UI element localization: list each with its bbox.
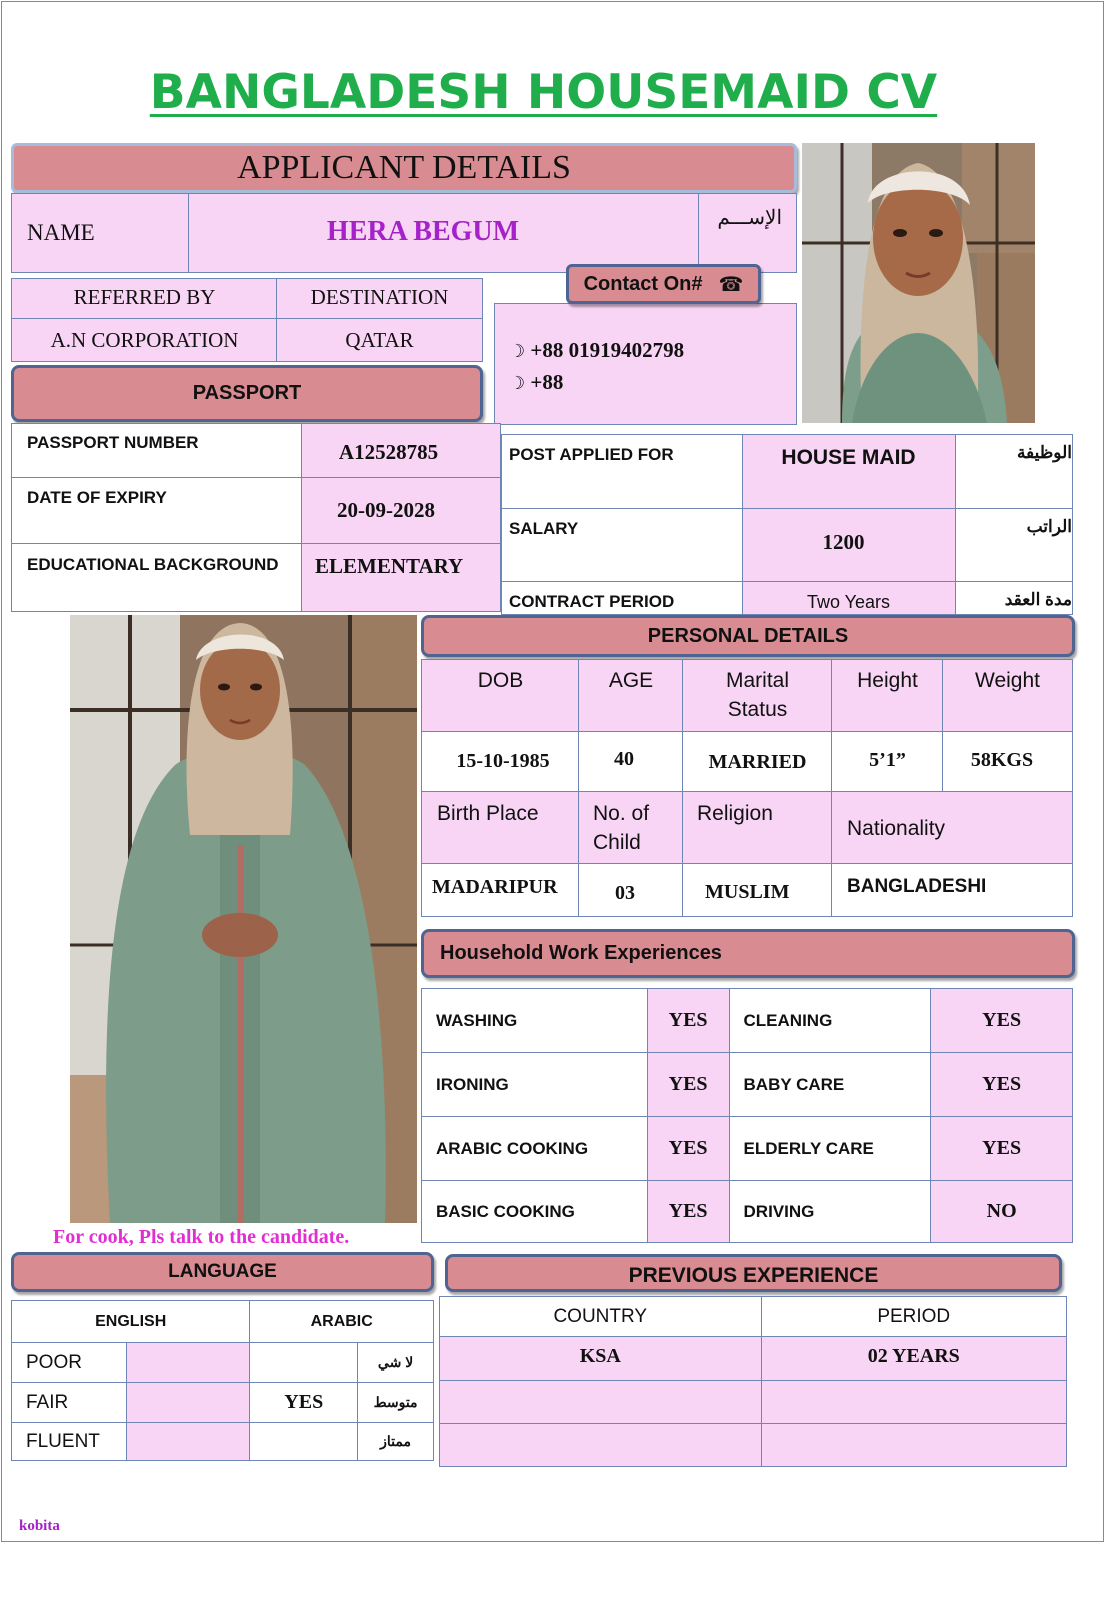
work-label-cell	[422, 1053, 648, 1117]
work-label: BASIC COOKING	[436, 1201, 575, 1221]
children-label-line1: No. of	[593, 802, 650, 825]
table-row	[440, 1337, 1067, 1381]
passport-header	[11, 365, 483, 422]
full-photo-illustration	[70, 615, 417, 1223]
table-row	[12, 1423, 434, 1461]
birthplace-value: MADARIPUR	[432, 876, 558, 898]
nationality-value: BANGLADESHI	[847, 876, 987, 897]
work-value-cell	[647, 1181, 729, 1243]
dob-value: 15-10-1985	[456, 750, 550, 772]
previous-experience-header-text: PREVIOUS EXPERIENCE	[628, 1264, 879, 1287]
work-value: YES	[668, 1073, 708, 1095]
applicant-details-header-text: APPLICANT DETAILS	[237, 149, 571, 186]
birthplace-label: Birth Place	[437, 802, 539, 825]
phone-icon: ☽	[509, 373, 526, 394]
height-value: 5’1”	[869, 749, 906, 771]
table-row	[12, 1301, 434, 1343]
arabic-header-cell	[250, 1301, 434, 1343]
period-cell	[761, 1381, 1067, 1424]
work-label-cell	[729, 1181, 931, 1243]
work-label-cell	[422, 1181, 648, 1243]
period-value: 02 YEARS	[867, 1345, 960, 1367]
household-work-header	[421, 929, 1075, 978]
language-header	[11, 1252, 434, 1292]
arabic-label: ARABIC	[310, 1312, 373, 1330]
work-label: IRONING	[436, 1074, 509, 1094]
work-label: ELDERLY CARE	[743, 1138, 874, 1158]
marital-label-line1: Marital	[725, 669, 789, 692]
table-row	[12, 1343, 434, 1383]
language-level-label: FLUENT	[26, 1430, 100, 1452]
arabic-level-cell	[250, 1343, 358, 1383]
arabic-level-cell	[250, 1423, 358, 1461]
country-cell	[440, 1381, 762, 1424]
work-value: YES	[668, 1200, 708, 1222]
children-value: 03	[615, 882, 635, 904]
arabic-level-value: YES	[284, 1391, 324, 1413]
language-level-ar-cell	[358, 1423, 434, 1461]
work-value-cell	[931, 1181, 1073, 1243]
passport-number: A12528785	[338, 440, 439, 464]
headshot-illustration	[802, 143, 1035, 423]
personal-details-header-text: PERSONAL DETAILS	[647, 624, 849, 647]
religion-value: MUSLIM	[705, 881, 790, 903]
work-label: BABY CARE	[743, 1074, 845, 1094]
work-label-cell	[729, 1117, 931, 1181]
page-title	[0, 60, 1087, 124]
table-row	[440, 1297, 1067, 1337]
language-level-cell	[12, 1423, 127, 1461]
contact-box	[494, 303, 797, 425]
applicant-details-header	[11, 143, 797, 193]
english-header-cell	[12, 1301, 250, 1343]
salary-label-arabic: الراتب	[1026, 517, 1072, 536]
language-level-ar-cell	[358, 1383, 434, 1423]
language-level-cell	[12, 1383, 127, 1423]
work-value-cell	[931, 1053, 1073, 1117]
work-value: YES	[668, 1009, 708, 1031]
period-cell	[761, 1337, 1067, 1381]
referred-by-value: A.N CORPORATION	[50, 328, 239, 352]
previous-experience-header	[445, 1254, 1062, 1292]
arabic-level-cell	[250, 1383, 358, 1423]
name-label: NAME	[27, 220, 95, 245]
country-label: COUNTRY	[553, 1305, 648, 1327]
applicant-headshot-photo	[802, 143, 1035, 423]
work-value: YES	[982, 1073, 1022, 1095]
household-work-header-text: Household Work Experiences	[440, 942, 722, 964]
name-label-arabic: الإســـم	[717, 207, 782, 229]
table-row	[440, 1424, 1067, 1467]
work-label-cell	[422, 1117, 648, 1181]
applicant-name: HERA BEGUM	[326, 216, 520, 247]
work-value: YES	[982, 1009, 1022, 1031]
work-label: CLEANING	[743, 1010, 833, 1030]
english-level-cell	[126, 1423, 250, 1461]
table-row	[422, 989, 1073, 1053]
work-label: WASHING	[436, 1010, 518, 1030]
language-level-cell	[12, 1343, 127, 1383]
referred-by-label: REFERRED BY	[73, 285, 216, 309]
country-cell	[440, 1424, 762, 1467]
table-row	[422, 1053, 1073, 1117]
table-row	[12, 1383, 434, 1423]
work-label: DRIVING	[743, 1201, 815, 1221]
language-level-ar-cell	[358, 1343, 434, 1383]
language-level-label-arabic: ممتاز	[380, 1432, 411, 1449]
work-value-cell	[931, 989, 1073, 1053]
marital-value: MARRIED	[708, 751, 807, 773]
work-label-cell	[422, 989, 648, 1053]
language-level-label-arabic: لا شي	[377, 1353, 414, 1370]
expiry-date: 20-09-2028	[337, 498, 435, 522]
language-table	[11, 1300, 434, 1461]
cook-note: For cook, Pls talk to the candidate.	[53, 1226, 350, 1248]
height-label: Height	[857, 669, 918, 692]
salary-value: 1200	[822, 530, 865, 554]
education-value: ELEMENTARY	[315, 554, 464, 578]
salary-label: SALARY	[509, 519, 579, 538]
english-level-cell	[126, 1383, 250, 1423]
contact-phone-1: +88 01919402798	[530, 338, 685, 362]
household-work-table	[421, 988, 1073, 1243]
post-label: POST APPLIED FOR	[509, 445, 674, 464]
work-value: YES	[668, 1137, 708, 1159]
footer-signature: kobita	[19, 1518, 60, 1534]
table-row	[422, 1117, 1073, 1181]
work-label: ARABIC COOKING	[436, 1138, 589, 1158]
language-level-label-arabic: متوسط	[373, 1393, 418, 1410]
country-header-cell	[440, 1297, 762, 1337]
passport-number-label: PASSPORT NUMBER	[27, 433, 199, 452]
weight-label: Weight	[975, 669, 1040, 692]
children-label-line2: Child	[593, 831, 641, 854]
table-row	[422, 1181, 1073, 1243]
contract-label-arabic: مدة العقد	[1004, 590, 1072, 609]
work-value: NO	[986, 1200, 1017, 1222]
page-title-text: BANGLADESH HOUSEMAID CV	[149, 64, 938, 120]
contact-phone-2: +88	[530, 370, 564, 394]
language-level-label: POOR	[26, 1351, 82, 1373]
age-value: 40	[614, 748, 634, 770]
contract-label: CONTRACT PERIOD	[509, 592, 675, 611]
post-value: HOUSE MAID	[781, 446, 916, 469]
education-label-cell	[11, 543, 303, 612]
work-value-cell	[647, 989, 729, 1053]
destination-value: QATAR	[345, 328, 414, 352]
work-label-cell	[729, 1053, 931, 1117]
contact-header	[566, 264, 761, 304]
table-row	[440, 1381, 1067, 1424]
work-label-cell	[729, 989, 931, 1053]
work-value-cell	[931, 1117, 1073, 1181]
country-value: KSA	[579, 1345, 621, 1367]
personal-details-header	[421, 615, 1075, 657]
destination-label: DESTINATION	[310, 285, 449, 309]
expiry-label: DATE OF EXPIRY	[27, 488, 167, 507]
period-header-cell	[761, 1297, 1067, 1337]
phone-icon: ☽	[509, 341, 526, 362]
work-value-cell	[647, 1053, 729, 1117]
period-cell	[761, 1424, 1067, 1467]
telephone-icon: ☎	[718, 272, 744, 296]
english-level-cell	[126, 1343, 250, 1383]
work-value-cell	[647, 1117, 729, 1181]
period-label: PERIOD	[877, 1305, 951, 1327]
education-label: EDUCATIONAL BACKGROUND	[27, 555, 279, 574]
applicant-full-photo	[70, 615, 417, 1223]
religion-label: Religion	[697, 802, 773, 825]
contact-line-1	[509, 338, 684, 363]
age-label: AGE	[608, 669, 654, 692]
contact-header-label: Contact On#	[583, 272, 703, 295]
post-label-arabic: الوظيفة	[1016, 443, 1072, 462]
weight-value: 58KGS	[970, 749, 1034, 771]
contact-line-2	[509, 370, 563, 395]
language-level-label: FAIR	[26, 1391, 69, 1413]
previous-experience-table	[439, 1296, 1067, 1467]
english-label: ENGLISH	[95, 1312, 167, 1330]
dob-label: DOB	[477, 669, 524, 692]
language-header-text: LANGUAGE	[168, 1261, 277, 1282]
country-cell	[440, 1337, 762, 1381]
passport-header-text: PASSPORT	[192, 382, 302, 404]
contract-value: Two Years	[806, 592, 891, 612]
marital-label-line2: Status	[727, 698, 788, 721]
work-value: YES	[982, 1137, 1022, 1159]
nationality-label: Nationality	[847, 817, 946, 840]
